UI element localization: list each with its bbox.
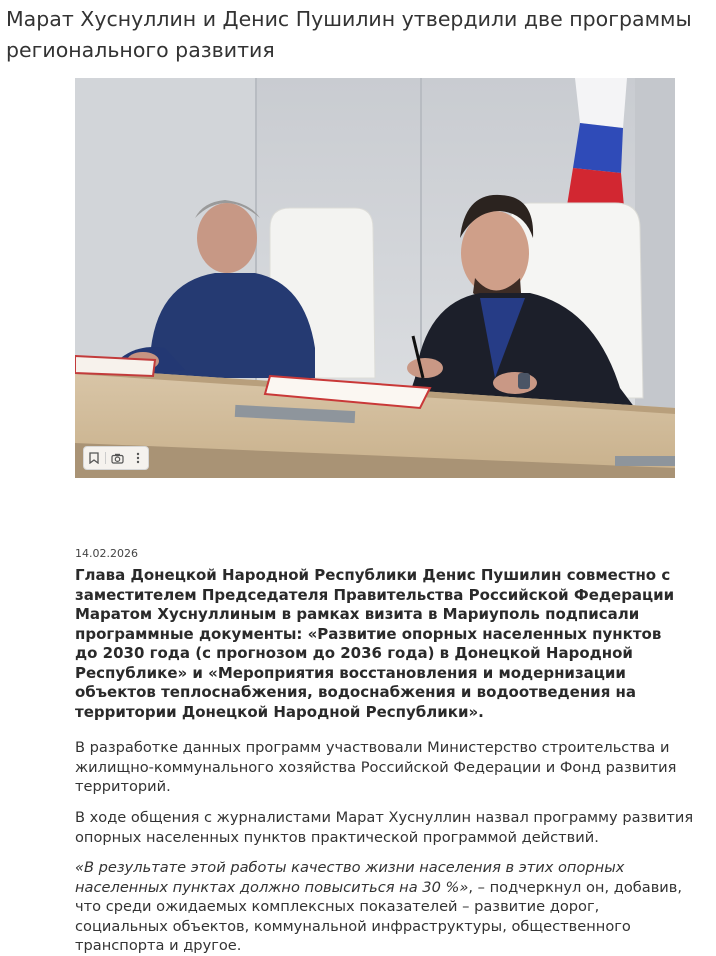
photo-illustration — [75, 78, 675, 478]
article-lead: Глава Донецкой Народной Республики Денис Пушилин совместно с заместителем Председателя Правительства Российской Федерации Маратом Хуснуллиным в рамках визита в Мариуполь подписали программные документы: «Развитие опорных населенных пунктов до 2030 года (с прогнозом до 2036 года) в Донецкой Народной Республике» и «Мероприятия восстановления и модернизации объектов теплоснабжения, водоснабжения и водоотведения на территории Донецкой Народной Республики». — [75, 566, 675, 721]
photo-toolbar — [83, 446, 149, 470]
toolbar-divider — [105, 452, 106, 464]
article-paragraph-2: В ходе общения с журналистами Марат Хуснуллин назвал программу развития опорных населенных пунктов практической программой действий. — [75, 809, 694, 846]
bookmark-icon[interactable] — [85, 449, 103, 467]
more-vertical-icon[interactable] — [129, 449, 147, 467]
article-date: 14.02.2026 — [75, 547, 138, 560]
article-title: Марат Хуснуллин и Денис Пушилин утвердили две программы регионального развития — [6, 7, 692, 62]
article-quote-continuation: , – подчеркнул он, добавив, что среди ожидаемых комплексных показателей – развитие дорог, социальных объектов, коммунальной инфраструктуры, общественного транспорта и другое. — [75, 878, 683, 954]
article-quote: «В результате этой работы качество жизни населения в этих опорных населенных пунктах должно повыситься на 30 %» — [75, 859, 625, 896]
article-paragraph-1: В разработке данных программ участвовали Министерство строительства и жилищно-коммунального хозяйства Российской Федерации и Фонд развития территорий. — [75, 739, 677, 795]
article-photo[interactable] — [75, 78, 675, 478]
camera-icon[interactable] — [109, 449, 127, 467]
article-paragraph-3 — [75, 858, 695, 956]
